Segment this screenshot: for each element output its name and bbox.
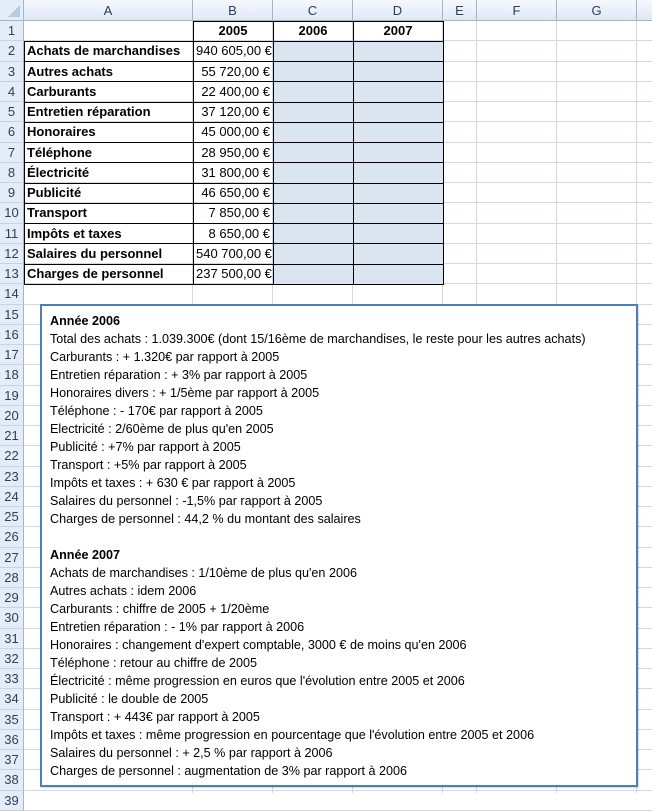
instruction-line: Publicité : +7% par rapport à 2005 [50,440,241,454]
instruction-line: Électricité : même progression en euros que l'évolution entre 2005 et 2006 [50,674,465,688]
value-2006-input-cell[interactable] [273,183,353,203]
table-border [24,41,25,284]
instruction-line: Autres achats : idem 2006 [50,584,197,598]
value-2005-cell[interactable]: 28 950,00 € [201,144,270,160]
row-label-cell[interactable]: Téléphone [27,144,93,160]
row-header-38[interactable]: 38 [0,770,24,790]
value-2006-input-cell[interactable] [273,264,353,284]
row-label-cell[interactable]: Autres achats [27,63,113,79]
row-label-cell[interactable]: Entretien réparation [27,104,151,119]
row-header-20[interactable]: 20 [0,406,24,426]
value-2007-input-cell[interactable] [353,224,443,244]
table-border [273,21,274,284]
table-border [353,21,354,284]
row-label-cell[interactable]: Impôts et taxes [27,225,122,241]
row-header-24[interactable]: 24 [0,487,24,507]
table-border [193,21,443,22]
value-2006-input-cell[interactable] [273,62,353,82]
row-header-33[interactable]: 33 [0,669,24,689]
row-label-cell[interactable]: Honoraires [27,124,96,140]
value-2007-input-cell[interactable] [353,41,443,61]
row-label-cell[interactable]: Salaires du personnel [27,245,163,261]
column-header-a[interactable]: A [24,0,193,21]
row-header-6[interactable]: 6 [0,122,24,142]
table-border [24,81,443,82]
value-2007-input-cell[interactable] [353,62,443,82]
row-header-31[interactable]: 31 [0,629,24,649]
value-2006-input-cell[interactable] [273,41,353,61]
row-label-cell[interactable]: Publicité [27,185,82,200]
value-2007-input-cell[interactable] [353,244,443,264]
row-header-27[interactable]: 27 [0,548,24,568]
row-header-10[interactable]: 10 [0,203,24,223]
row-header-29[interactable]: 29 [0,588,24,608]
row-header-2[interactable]: 2 [0,41,24,61]
instruction-line: Transport : + 443€ par rapport à 2005 [50,710,260,724]
row-header-18[interactable]: 18 [0,365,24,385]
value-2006-input-cell[interactable] [273,224,353,244]
table-border [24,183,443,184]
row-header-26[interactable]: 26 [0,527,24,547]
instruction-line: Salaires du personnel : -1,5% par rapport à 2005 [50,494,323,508]
value-2007-input-cell[interactable] [353,82,443,102]
row-header-17[interactable]: 17 [0,345,24,365]
row-header-34[interactable]: 34 [0,689,24,709]
row-header-15[interactable]: 15 [0,305,24,325]
value-2007-input-cell[interactable] [353,143,443,163]
column-header-d[interactable]: D [353,0,443,21]
row-header-23[interactable]: 23 [0,467,24,487]
row-header-8[interactable]: 8 [0,163,24,183]
column-header-partial[interactable] [637,0,652,21]
value-2007-input-cell[interactable] [353,264,443,284]
value-2005-cell[interactable]: 540 700,00 € [196,245,272,261]
instructions-text-box[interactable] [40,304,638,787]
blank-line [50,528,628,546]
instruction-line: Salaires du personnel : + 2,5 % par rapport à 2006 [50,746,333,760]
value-2005-cell[interactable]: 237 500,00 € [196,266,272,281]
section-heading: Année 2006 [50,314,121,328]
instruction-line: Honoraires divers : + 1/5ème par rapport à 2005 [50,386,320,400]
row-header-37[interactable]: 37 [0,750,24,770]
instruction-line: Entretien réparation : + 3% par rapport à 2005 [50,368,308,382]
row-label-cell[interactable]: Achats de marchandises [27,43,181,59]
row-header-19[interactable]: 19 [0,386,24,406]
instruction-line: Téléphone : - 170€ par rapport à 2005 [50,404,263,418]
instruction-line: Téléphone : retour au chiffre de 2005 [50,656,258,670]
value-2006-input-cell[interactable] [273,163,353,183]
table-border [24,61,443,62]
column-header-b[interactable]: B [193,0,273,21]
value-2006-input-cell[interactable] [273,203,353,223]
instruction-line: Impôts et taxes : même progression en pourcentage que l'évolution entre 2005 et 2006 [50,728,535,742]
value-2007-input-cell[interactable] [353,122,443,142]
row-header-13[interactable]: 13 [0,264,24,284]
instruction-line: Impôts et taxes : + 630 € par rapport à 2005 [50,476,296,490]
instruction-line: Transport : +5% par rapport à 2005 [50,458,247,472]
row-header-1[interactable]: 1 [0,21,24,41]
row-header-7[interactable]: 7 [0,143,24,163]
row-header-14[interactable]: 14 [0,284,24,304]
header-cell-2005[interactable]: 2005 [218,23,248,38]
table-border [24,284,443,285]
value-2007-input-cell[interactable] [353,203,443,223]
row-header-5[interactable]: 5 [0,102,24,122]
instruction-line: Carburants : chiffre de 2005 + 1/20ème [50,602,270,616]
value-2007-input-cell[interactable] [353,102,443,122]
row-label-cell[interactable]: Carburants [27,83,97,99]
row-label-cell[interactable]: Électricité [27,164,90,180]
row-header-3[interactable]: 3 [0,62,24,82]
table-border [193,21,194,284]
column-header-e[interactable]: E [443,0,477,21]
table-border [24,122,443,123]
value-2006-input-cell[interactable] [273,82,353,102]
value-2005-cell[interactable]: 940 605,00 € [196,43,272,59]
row-header-4[interactable]: 4 [0,82,24,102]
row-header-28[interactable]: 28 [0,568,24,588]
table-border [24,162,443,163]
instruction-line: Achats de marchandises : 1/10ème de plus qu'en 2006 [50,566,357,580]
value-2006-input-cell[interactable] [273,102,353,122]
value-2006-input-cell[interactable] [273,143,353,163]
gridline-row [24,790,652,791]
table-border [24,41,443,42]
column-header-f[interactable]: F [477,0,557,21]
table-border [24,142,443,143]
instruction-line: Electricité : 2/60ème de plus qu'en 2005 [50,422,274,436]
instruction-line: Total des achats : 1.039.300€ (dont 15/16ème de marchandises, le reste pour les autres achats) [50,332,586,346]
row-header-39[interactable]: 39 [0,791,24,811]
select-all-corner[interactable] [0,0,24,21]
row-header-16[interactable]: 16 [0,325,24,345]
table-border [24,243,443,244]
value-2006-input-cell[interactable] [273,122,353,142]
row-label-cell[interactable]: Transport [27,205,87,221]
table-border [24,203,443,204]
row-header-36[interactable]: 36 [0,730,24,750]
row-header-21[interactable]: 21 [0,426,24,446]
table-border [24,223,443,224]
table-border [443,21,444,285]
instruction-line: Carburants : + 1.320€ par rapport à 2005 [50,350,280,364]
value-2005-cell[interactable]: 8 650,00 € [208,225,270,241]
instruction-line: Entretien réparation : - 1% par rapport à 2006 [50,620,305,634]
section-heading: Année 2007 [50,548,121,562]
instruction-line: Charges de personnel : 44,2 % du montant des salaires [50,512,361,526]
row-label-cell[interactable]: Charges de personnel [27,266,164,281]
value-2005-cell[interactable]: 22 400,00 € [201,83,270,99]
table-border [24,102,443,103]
value-2007-input-cell[interactable] [353,183,443,203]
value-2007-input-cell[interactable] [353,163,443,183]
row-header-9[interactable]: 9 [0,183,24,203]
value-2005-cell[interactable]: 45 000,00 € [201,124,270,140]
value-2005-cell[interactable]: 37 120,00 € [201,104,270,119]
row-header-22[interactable]: 22 [0,446,24,466]
instruction-line: Honoraires : changement d'expert comptable, 3000 € de moins qu'en 2006 [50,638,467,652]
table-border [24,264,443,265]
column-header-c[interactable]: C [273,0,353,21]
value-2006-input-cell[interactable] [273,244,353,264]
row-header-30[interactable]: 30 [0,608,24,628]
header-cell-2006[interactable]: 2006 [298,23,328,38]
header-cell-2007[interactable]: 2007 [383,23,413,38]
value-2005-cell[interactable]: 31 800,00 € [201,164,270,180]
column-header-g[interactable]: G [557,0,637,21]
row-header-11[interactable]: 11 [0,224,24,244]
row-header-35[interactable]: 35 [0,710,24,730]
value-2005-cell[interactable]: 7 850,00 € [208,205,270,221]
row-header-32[interactable]: 32 [0,649,24,669]
value-2005-cell[interactable]: 46 650,00 € [201,185,270,200]
value-2005-cell[interactable]: 55 720,00 € [201,63,270,79]
instruction-line: Publicité : le double de 2005 [50,692,209,706]
instruction-line: Charges de personnel : augmentation de 3% par rapport à 2006 [50,764,408,778]
row-header-25[interactable]: 25 [0,507,24,527]
row-header-12[interactable]: 12 [0,244,24,264]
